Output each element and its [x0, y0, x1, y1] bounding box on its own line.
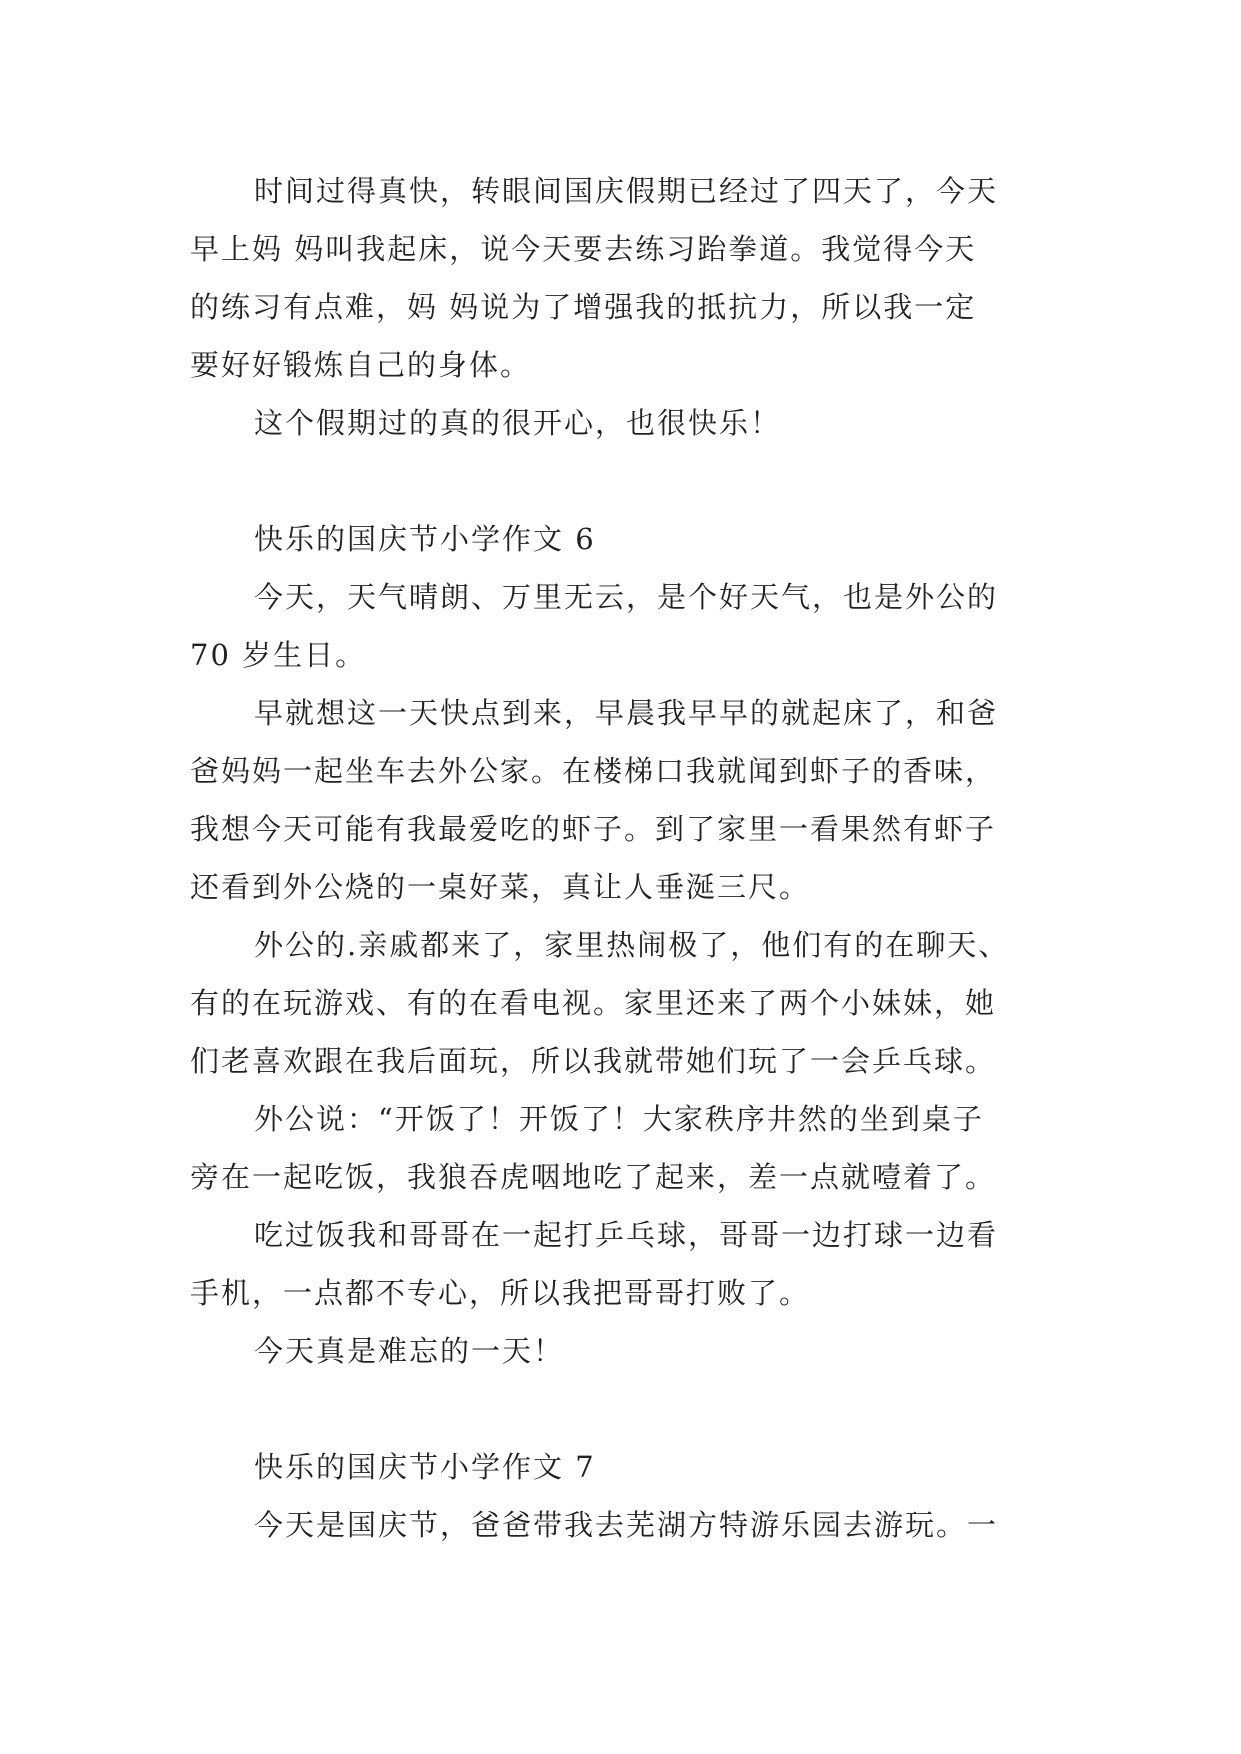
- paragraph: 今天，天气晴朗、万里无云，是个好天气，也是外公的 70 岁生日。: [190, 580, 999, 672]
- paragraph: 外公说：“开饭了！开饭了！大家秩序井然的坐到桌子 旁在一起吃饭，我狼吞虎咽地吃了起来，差一点就噎着了。: [190, 1102, 997, 1194]
- document-body: [190, 162, 1050, 1554]
- section-heading: 快乐的国庆节小学作文 7: [254, 1450, 596, 1484]
- section-heading: 快乐的国庆节小学作文 6: [254, 522, 596, 556]
- paragraph: 今天是国庆节，爸爸带我去芜湖方特游乐园去游玩。一: [254, 1508, 999, 1542]
- paragraph: 外公的.亲戚都来了，家里热闹极了，他们有的在聊天、 有的在玩游戏、有的在看电视。家里还来了两个小妹妹，她 们老喜欢跟在我后面玩，所以我就带她们玩了一会乒乓球。: [190, 928, 1010, 1078]
- paragraph: 这个假期过的真的很开心，也很快乐！: [254, 406, 782, 440]
- paragraph: 今天真是难忘的一天！: [254, 1334, 565, 1368]
- paragraph: 早就想这一天快点到来，早晨我早早的就起床了，和爸 爸妈妈一起坐车去外公家。在楼梯口我就闻到虾子的香味， 我想今天可能有我最爱吃的虾子。到了家里一看果然有虾子 还看到外公烧的一桌好菜，真让人垂涎三尺。: [190, 696, 999, 904]
- paragraph: 时间过得真快，转眼间国庆假期已经过了四天了，今天 早上妈 妈叫我起床，说今天要去练习跆拳道。我觉得今天 的练习有点难，妈 妈说为了增强我的抵抗力，所以我一定 要好好锻炼自己的身体。: [190, 174, 999, 382]
- paragraph: 吃过饭我和哥哥在一起打乒乓球，哥哥一边打球一边看 手机，一点都不专心，所以我把哥哥打败了。: [190, 1218, 999, 1310]
- section-gap: [190, 1380, 1050, 1438]
- section-gap: [190, 452, 1050, 510]
